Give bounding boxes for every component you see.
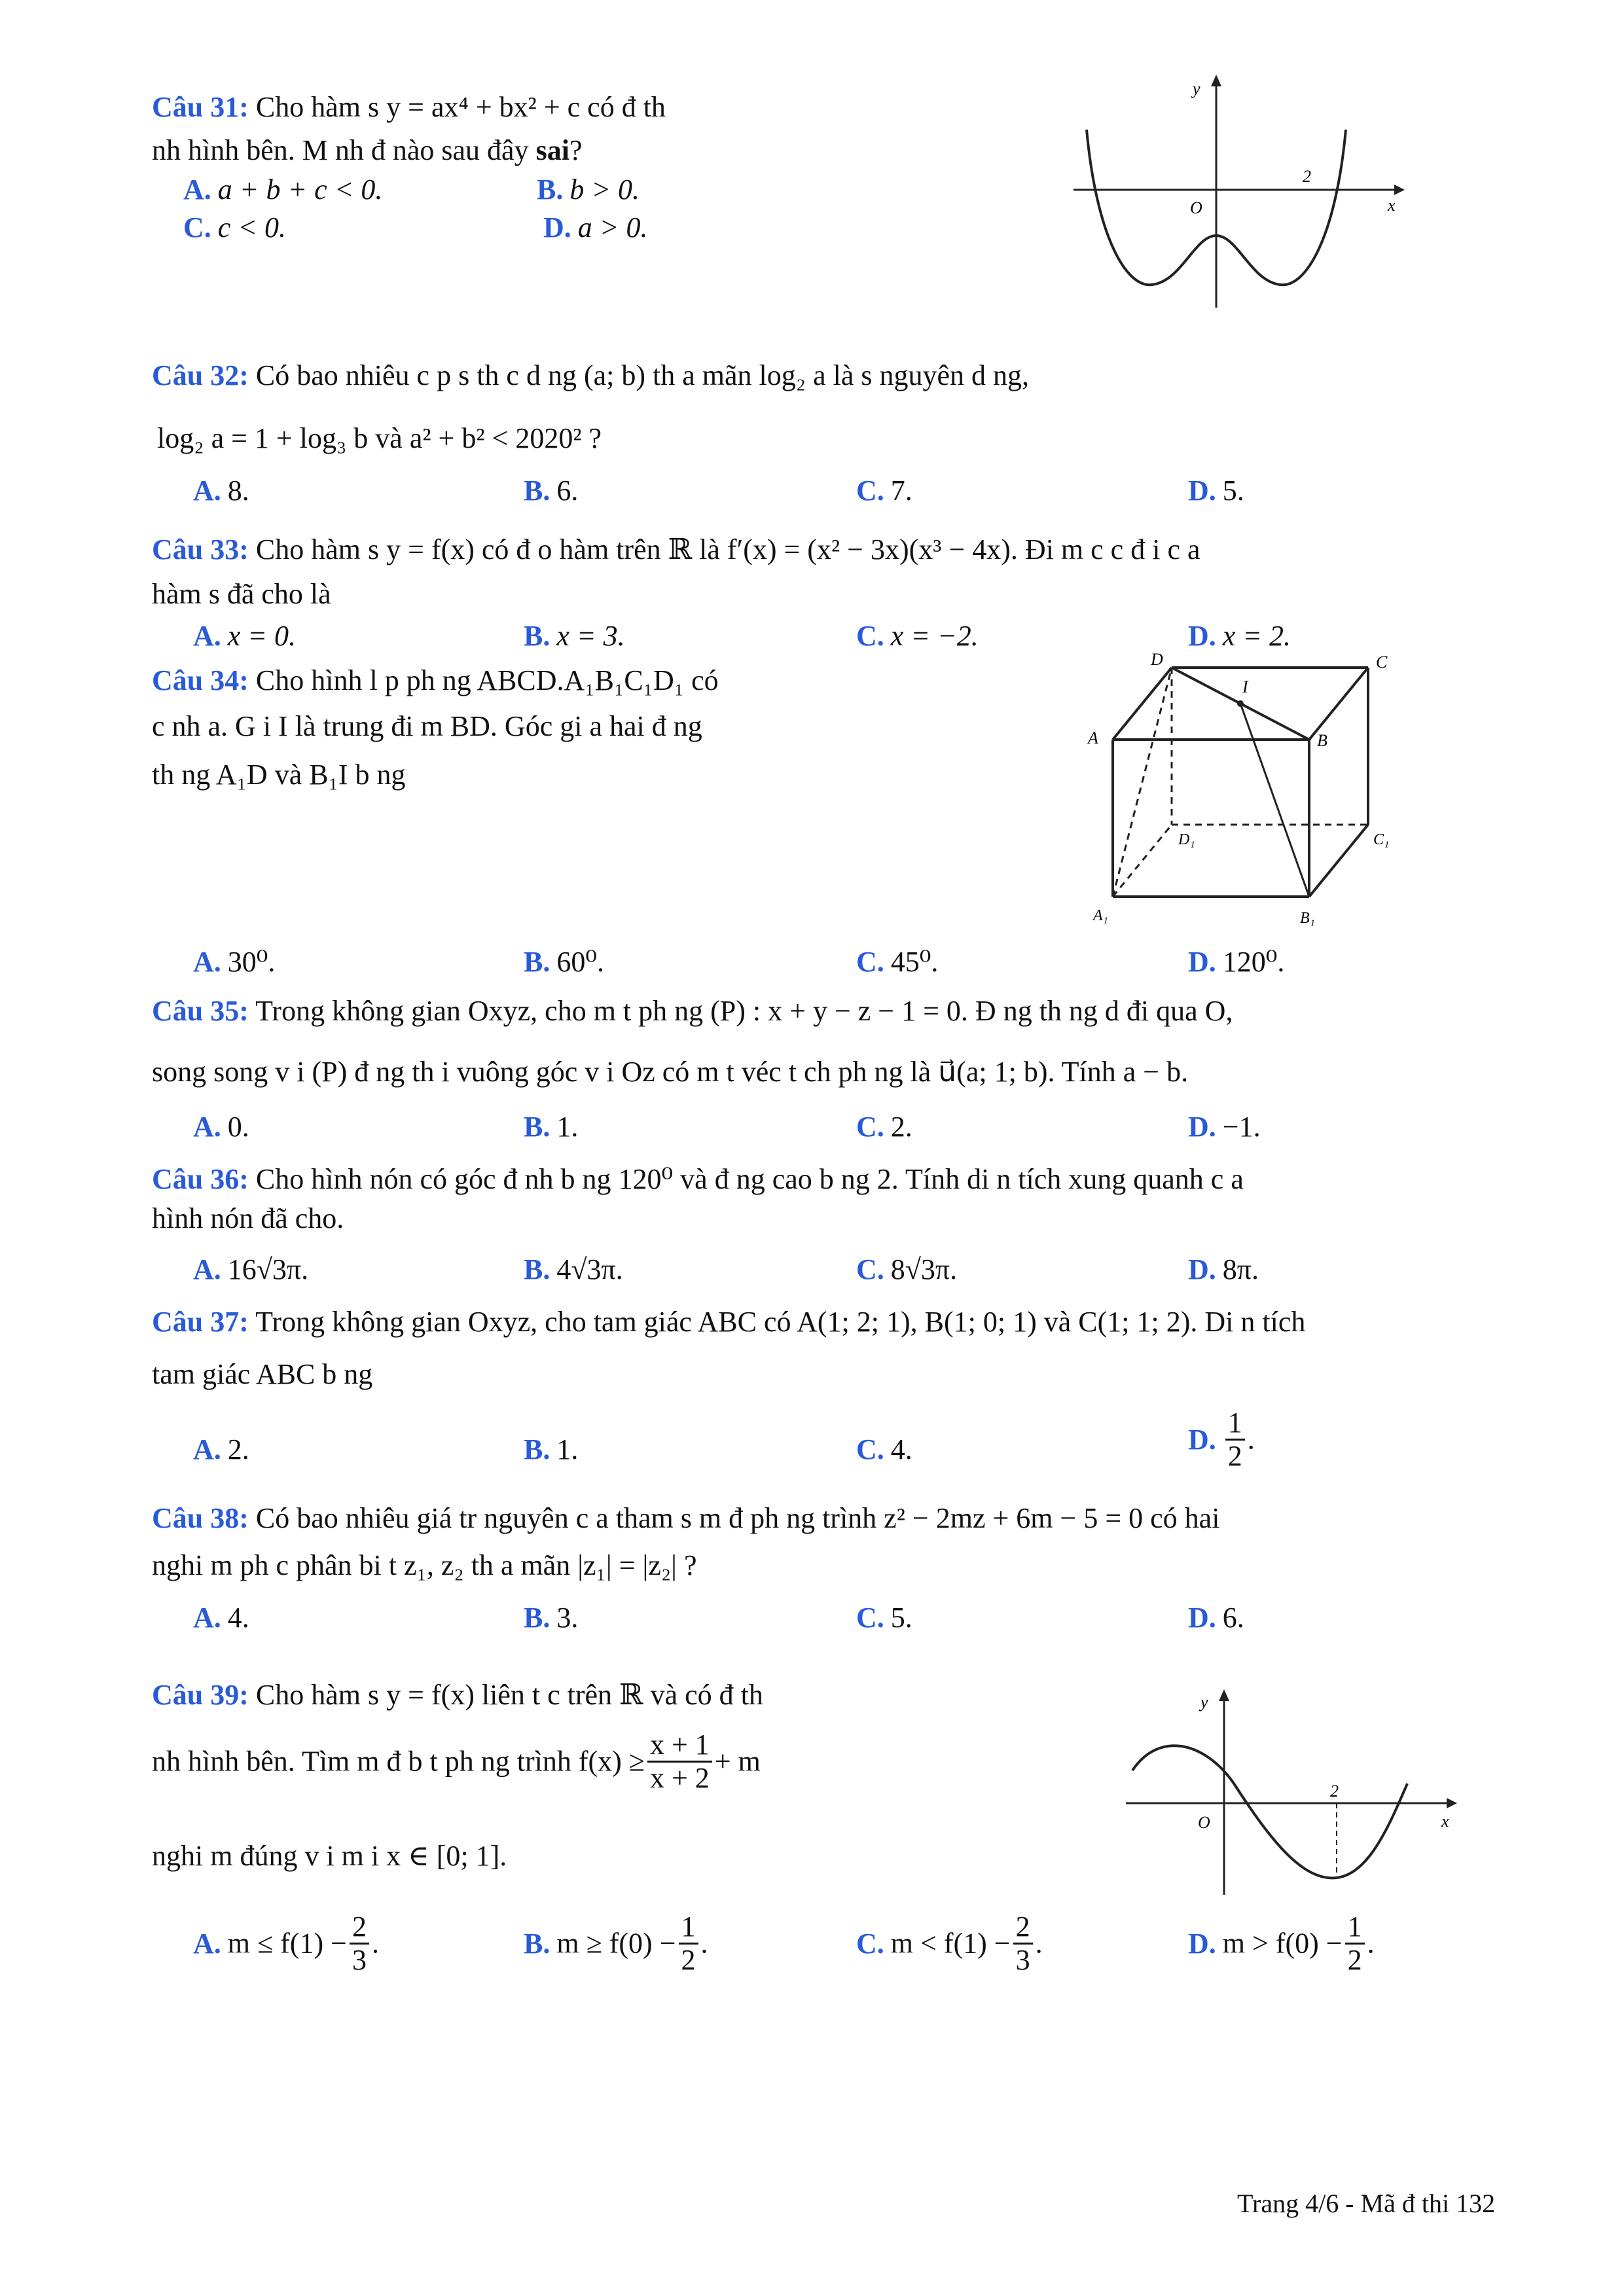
q31-option-c[interactable]	[183, 208, 286, 247]
q34-label-i: I	[1242, 677, 1248, 696]
q36-option-c-text: 8√3π.	[890, 1253, 958, 1285]
q38-option-a[interactable]	[193, 1598, 249, 1638]
q35-option-d[interactable]	[1188, 1107, 1261, 1147]
q31-label: Câu 31:	[152, 91, 249, 123]
q35-option-c-text: 2.	[890, 1111, 912, 1143]
q32-option-d-label: D.	[1188, 475, 1216, 507]
q31-option-a-text: a + b + c < 0.	[217, 173, 383, 206]
q38-label: Câu 38:	[152, 1502, 249, 1534]
q31-option-c-text: c < 0.	[217, 211, 287, 243]
q34-label-d: D	[1151, 650, 1163, 669]
q33-label: Câu 33:	[152, 533, 249, 565]
q34-option-a[interactable]	[193, 942, 275, 982]
q34-label-a1: A₁	[1093, 907, 1109, 924]
q33-option-a-text: x = 0.	[227, 620, 297, 652]
q39-option-c[interactable]	[856, 1911, 1043, 1976]
q34-edge-bc	[1309, 668, 1368, 740]
q31-line2	[152, 131, 582, 170]
q36-option-d[interactable]	[1188, 1250, 1259, 1289]
q39-option-c-den: 3	[1015, 1944, 1030, 1976]
q39-tick-label: 2	[1330, 1782, 1339, 1801]
q33-text2: hàm s đã cho là	[152, 578, 331, 610]
q39-fraction-den: x + 2	[649, 1762, 710, 1794]
q39-label: Câu 39:	[152, 1679, 249, 1711]
q39-y-label: y	[1200, 1693, 1208, 1712]
q37-option-a-label: A.	[193, 1433, 221, 1465]
q36-option-a-label: A.	[193, 1253, 221, 1285]
q33-line2	[152, 575, 331, 614]
q39-option-d-num: 1	[1345, 1911, 1365, 1945]
q37-option-c-label: C.	[856, 1433, 884, 1465]
q34-edge-b1c1	[1309, 825, 1368, 897]
q36-option-b[interactable]	[524, 1250, 623, 1289]
q31-graph	[1067, 72, 1407, 314]
q37-line1	[152, 1302, 1305, 1342]
q35-option-a[interactable]	[193, 1107, 249, 1147]
q39-option-c-fraction	[1013, 1911, 1033, 1976]
q32-option-b-text: 6.	[556, 475, 579, 507]
q34-option-c-text: 45⁰.	[890, 946, 939, 978]
q33-option-a-label: A.	[193, 620, 221, 652]
q32-option-d-text: 5.	[1222, 475, 1244, 507]
q39-option-d-den: 2	[1347, 1944, 1362, 1976]
q34-label-c: C	[1376, 653, 1388, 672]
q39-option-d-post: .	[1367, 1927, 1375, 1960]
q31-y-arrow	[1211, 75, 1221, 86]
q35-line1	[152, 992, 1233, 1031]
q39-line3	[152, 1837, 507, 1876]
q31-line1	[152, 88, 666, 127]
q37-option-c-text: 4.	[890, 1433, 912, 1465]
q39-curve	[1132, 1746, 1407, 1878]
q34-point-i	[1237, 700, 1244, 707]
q38-option-c-text: 5.	[890, 1602, 912, 1634]
q34-option-a-label: A.	[193, 946, 221, 978]
q39-option-d[interactable]	[1188, 1911, 1375, 1976]
q31-text2-post: ?	[569, 134, 583, 166]
q34-segment-b1i	[1240, 704, 1309, 897]
q32-text1: Có bao nhiêu c p s th c d ng (a; b) th a mãn log₂ a là s nguyên d ng,	[255, 359, 1030, 391]
q34-option-c-label: C.	[856, 946, 884, 978]
q32-option-b-label: B.	[524, 475, 550, 507]
q39-option-c-post: .	[1035, 1927, 1043, 1960]
q39-option-c-pre: m < f(1) −	[890, 1927, 1011, 1960]
q39-option-b-label: B.	[524, 1927, 550, 1960]
q33-option-d-label: D.	[1188, 620, 1216, 652]
q34-option-c[interactable]	[856, 942, 938, 982]
q31-y-label: y	[1193, 79, 1200, 98]
q32-text2: log₂ a = 1 + log₃ b và a² + b² < 2020² ?	[157, 422, 602, 454]
q39-fraction	[647, 1729, 712, 1794]
page-footer: Trang 4/6 - Mã đ thi 132	[1237, 2189, 1496, 2218]
q37-option-a[interactable]	[193, 1430, 249, 1469]
q38-option-a-text: 4.	[227, 1602, 249, 1634]
q36-option-d-label: D.	[1188, 1253, 1216, 1285]
q32-option-c-label: C.	[856, 475, 884, 507]
q35-option-d-label: D.	[1188, 1111, 1216, 1143]
q37-option-d[interactable]	[1188, 1407, 1255, 1472]
q33-option-c[interactable]	[856, 617, 979, 656]
q33-option-b-label: B.	[524, 620, 550, 652]
q32-option-a-label: A.	[193, 475, 221, 507]
q34-option-a-text: 30⁰.	[227, 946, 276, 978]
q31-option-c-label: C.	[183, 211, 211, 243]
q39-option-d-label: D.	[1188, 1927, 1216, 1960]
q37-option-b[interactable]	[524, 1430, 578, 1469]
q39-option-a-pre: m ≤ f(1) −	[227, 1927, 347, 1960]
q31-o-label: O	[1190, 198, 1202, 217]
q38-option-d[interactable]	[1188, 1598, 1244, 1638]
q34-label-a: A	[1088, 728, 1098, 747]
q39-option-c-num: 2	[1013, 1911, 1033, 1945]
q39-option-a-fraction	[350, 1911, 369, 1976]
q34-option-d[interactable]	[1188, 942, 1284, 982]
q39-option-d-pre: m > f(0) −	[1222, 1927, 1343, 1960]
q39-text2-post: + m	[714, 1745, 761, 1778]
q34-cube-figure	[1074, 648, 1414, 936]
q37-option-d-den: 2	[1227, 1440, 1242, 1472]
q37-option-d-label: D.	[1188, 1423, 1216, 1456]
q36-option-d-text: 8π.	[1222, 1253, 1259, 1285]
q38-text2: nghi m ph c phân bi t z₁, z₂ th a mãn |z₁| = |z₂| ?	[152, 1549, 697, 1581]
q32-option-d[interactable]	[1188, 471, 1244, 511]
q37-option-d-num: 1	[1225, 1407, 1245, 1441]
q38-option-d-text: 6.	[1222, 1602, 1244, 1634]
q34-option-d-text: 120⁰.	[1222, 946, 1285, 978]
q35-line2	[152, 1052, 1188, 1092]
q39-option-a[interactable]	[193, 1911, 379, 1976]
q35-option-a-label: A.	[193, 1111, 221, 1143]
q38-option-a-label: A.	[193, 1602, 221, 1634]
q39-line2	[152, 1729, 761, 1794]
q37-option-b-text: 1.	[556, 1433, 579, 1465]
q38-text1: Có bao nhiêu giá tr nguyên c a tham s m đ ph ng trình z² − 2mz + 6m − 5 = 0 có hai	[255, 1502, 1220, 1534]
q31-option-d-label: D.	[543, 211, 571, 243]
q35-option-b-label: B.	[524, 1111, 550, 1143]
q33-line1	[152, 530, 1200, 569]
q33-option-a[interactable]	[193, 617, 296, 656]
q31-option-d[interactable]	[543, 208, 647, 247]
q36-line1	[152, 1160, 1244, 1199]
q34-option-b-text: 60⁰.	[556, 946, 604, 978]
q36-option-c-label: C.	[856, 1253, 884, 1285]
q36-option-c[interactable]	[856, 1250, 957, 1289]
q39-option-a-den: 3	[352, 1944, 367, 1976]
q32-label: Câu 32:	[152, 359, 249, 391]
q37-line2	[152, 1355, 372, 1394]
q34-text3: th ng A₁D và B₁I b ng	[152, 759, 406, 791]
q36-text2: hình nón đã cho.	[152, 1202, 344, 1234]
q34-label: Câu 34:	[152, 664, 249, 696]
q39-option-b[interactable]	[524, 1911, 708, 1976]
q31-option-a[interactable]	[183, 170, 382, 209]
q31-text1: Cho hàm s y = ax⁴ + bx² + c có đ th	[255, 91, 666, 123]
q31-text2-pre: nh hình bên. M nh đ nào sau đây	[152, 134, 536, 166]
q36-label: Câu 36:	[152, 1163, 249, 1195]
q39-o-label: O	[1198, 1813, 1210, 1832]
q39-text2-pre: nh hình bên. Tìm m đ b t ph ng trình f(x) ≥	[152, 1745, 645, 1778]
q32-line2	[157, 419, 602, 458]
q33-option-b[interactable]	[524, 617, 625, 656]
q37-option-b-label: B.	[524, 1433, 550, 1465]
q39-option-a-num: 2	[350, 1911, 369, 1945]
q39-option-b-post: .	[700, 1927, 708, 1960]
q39-y-arrow	[1219, 1689, 1229, 1701]
q32-option-a-text: 8.	[227, 475, 249, 507]
q38-option-b-label: B.	[524, 1602, 550, 1634]
q31-tick-label: 2	[1303, 167, 1311, 186]
q35-text1: Trong không gian Oxyz, cho m t ph ng (P) : x + y − z − 1 = 0. Đ ng th ng d đi qua O,	[255, 995, 1233, 1027]
q32-option-c[interactable]	[856, 471, 912, 511]
q39-option-d-fraction	[1345, 1911, 1365, 1976]
q39-line1	[152, 1676, 763, 1715]
q38-option-c-label: C.	[856, 1602, 884, 1634]
q32-option-c-text: 7.	[890, 475, 912, 507]
q39-graph	[1119, 1685, 1473, 1901]
q34-line2	[152, 707, 702, 746]
q34-line3	[152, 755, 406, 795]
q31-option-b-text: b > 0.	[569, 173, 640, 206]
q34-text1: Cho hình l p ph ng ABCD.A₁B₁C₁D₁ có	[255, 664, 719, 696]
q36-text1: Cho hình nón có góc đ nh b ng 120⁰ và đ ng cao b ng 2. Tính di n tích xung quanh c a	[255, 1163, 1244, 1195]
q39-option-b-den: 2	[681, 1944, 696, 1976]
q34-option-d-label: D.	[1188, 946, 1216, 978]
q35-option-c-label: C.	[856, 1111, 884, 1143]
q34-label-d1: D₁	[1178, 831, 1195, 848]
q38-option-d-label: D.	[1188, 1602, 1216, 1634]
q39-option-b-num: 1	[679, 1911, 698, 1945]
q38-line2	[152, 1546, 697, 1585]
q37-option-d-fraction	[1225, 1407, 1245, 1472]
q32-option-a[interactable]	[193, 471, 249, 511]
q35-label: Câu 35:	[152, 995, 249, 1027]
q37-text2: tam giác ABC b ng	[152, 1358, 373, 1390]
q37-option-d-post: .	[1247, 1423, 1255, 1456]
q35-option-a-text: 0.	[227, 1111, 249, 1143]
q32-line1	[152, 356, 1029, 395]
q36-option-b-label: B.	[524, 1253, 550, 1285]
q39-text1: Cho hàm s y = f(x) liên t c trên ℝ và có đ th	[255, 1679, 763, 1711]
q33-option-c-text: x = −2.	[890, 620, 979, 652]
q36-option-b-text: 4√3π.	[556, 1253, 623, 1285]
q37-label: Câu 37:	[152, 1306, 249, 1338]
q39-text3: nghi m đúng v i m i x ∈ [0; 1].	[152, 1840, 507, 1872]
q31-x-arrow	[1394, 185, 1405, 195]
q34-option-b-label: B.	[524, 946, 550, 978]
q39-option-b-pre: m ≥ f(0) −	[556, 1927, 676, 1960]
q33-text1: Cho hàm s y = f(x) có đ o hàm trên ℝ là f′(x) = (x² − 3x)(x³ − 4x). Đi m c c đ i c a	[255, 533, 1200, 565]
q34-option-b[interactable]	[524, 942, 604, 982]
q36-line2	[152, 1199, 344, 1238]
q35-option-b-text: 1.	[556, 1111, 579, 1143]
q39-option-a-label: A.	[193, 1927, 221, 1960]
q39-option-c-label: C.	[856, 1927, 884, 1960]
q31-option-b-label: B.	[537, 173, 564, 206]
q39-x-arrow	[1447, 1798, 1457, 1808]
q37-text1: Trong không gian Oxyz, cho tam giác ABC có A(1; 2; 1), B(1; 0; 1) và C(1; 1; 2). Di n tích	[255, 1306, 1306, 1338]
q34-label-c1: C₁	[1373, 831, 1390, 848]
q31-option-d-text: a > 0.	[577, 211, 648, 243]
q35-option-d-text: −1.	[1222, 1111, 1261, 1143]
q37-option-a-text: 2.	[227, 1433, 249, 1465]
q34-line1	[152, 661, 719, 700]
q31-text2-bold: sai	[535, 134, 569, 166]
q33-option-d-text: x = 2.	[1222, 620, 1291, 652]
q38-option-c[interactable]	[856, 1598, 912, 1638]
q38-option-b[interactable]	[524, 1598, 578, 1638]
q35-option-c[interactable]	[856, 1107, 912, 1147]
q39-fraction-num: x + 1	[647, 1729, 712, 1763]
q34-label-b: B	[1317, 731, 1327, 750]
q39-option-a-post: .	[371, 1927, 379, 1960]
q35-option-b[interactable]	[524, 1107, 578, 1147]
q31-option-a-label: A.	[183, 173, 211, 206]
q34-edge-ad	[1113, 668, 1172, 740]
q34-text2: c nh a. G i I là trung đi m BD. Góc gi a hai đ ng	[152, 710, 702, 742]
q38-line1	[152, 1499, 1219, 1538]
q31-x-label: x	[1388, 196, 1396, 215]
q34-label-b1: B₁	[1300, 910, 1316, 927]
q38-option-b-text: 3.	[556, 1602, 579, 1634]
q36-option-a-text: 16√3π.	[227, 1253, 309, 1285]
q39-option-b-fraction	[679, 1911, 698, 1976]
q37-option-c[interactable]	[856, 1430, 912, 1469]
q31-option-b[interactable]	[537, 170, 640, 209]
q33-option-b-text: x = 3.	[556, 620, 625, 652]
q36-option-a[interactable]	[193, 1250, 308, 1289]
q33-option-c-label: C.	[856, 620, 884, 652]
q35-text2: song song v i (P) đ ng th i vuông góc v i Oz có m t véc t ch ph ng là u⃗(a; 1; b). Tính a − b.	[152, 1056, 1189, 1088]
q32-option-b[interactable]	[524, 471, 578, 511]
q39-x-label: x	[1441, 1812, 1449, 1831]
